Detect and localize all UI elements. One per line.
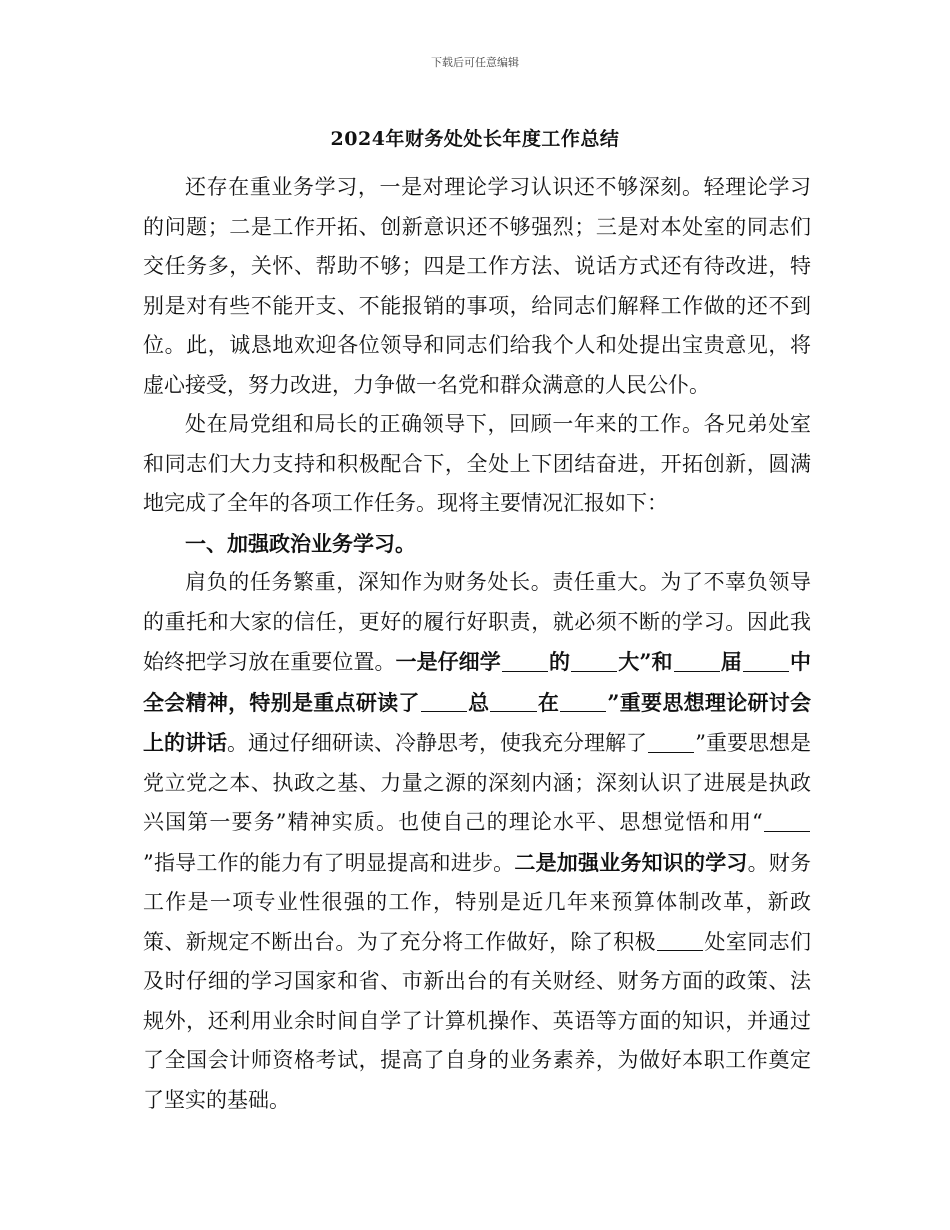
blank-line — [560, 690, 606, 712]
para3-bold-5: 中全会精神，特别是重点研读了 — [143, 649, 812, 715]
blank-line — [571, 650, 617, 672]
blank-line — [648, 731, 694, 753]
para3-bold-4: 届 — [720, 649, 742, 674]
blank-line — [502, 650, 548, 672]
para3-bold-1: 一是仔细学 — [395, 649, 501, 674]
document-title: 2024年财务处处长年度工作总结 — [330, 128, 620, 150]
para3-bold-3: 大”和 — [618, 649, 673, 674]
page-header-note: 下载后可任意编辑 — [431, 56, 519, 69]
paragraph-3 — [143, 563, 811, 1120]
blank-line — [421, 690, 467, 712]
blank-line — [743, 650, 789, 672]
para3-text-4: ”指导工作的能力有了明显提高和进步。 — [143, 850, 515, 875]
section-heading-1: 一、加强政治业务学习。 — [185, 530, 416, 556]
para3-text-5: 。财务工作是一项专业性很强的工作，特别是近几年来预算体制改革，新政策、新规定不断出台。为了充分将工作做好，除了积极 — [143, 850, 812, 954]
para3-text-3: ”重要思想是党立党之本、执政之基、力量之源的深刻内涵；深刻认识了进展是执政兴国第一要务”精神实质。也使自己的理论水平、思想觉悟和用“ — [143, 731, 811, 834]
para3-bold-7: 在 — [537, 689, 560, 715]
para3-bold-8: ”重要思想理论研讨会上的讲话 — [143, 689, 812, 755]
blank-line — [674, 650, 720, 672]
document-body — [143, 168, 811, 1120]
para3-bold-6: 总 — [467, 689, 490, 715]
blank-line — [764, 810, 810, 832]
paragraph-1: 还存在重业务学习，一是对理论学习认识还不够深刻。轻理论学习的问题；二是工作开拓、创新意识还不够强烈；三是对本处室的同志们交任务多，关怀、帮助不够；四是工作方法、说话方式还有待改进，特别是对有些不能开支、不能报销的事项，给同志们解释工作做的还不到位。此，诚恳地欢迎各位领导和同志们给我个人和处提出宝贵意见，将虚心接受，努力改进，力争做一名党和群众满意的人民公仆。 — [143, 175, 811, 397]
para3-text-1: 肩负的任务繁重，深知作为财务处长。责任重大。为了不辜负领导的重托和大家的信任，更好的履行好职责，就必须不断的学习。因此我始终把学习放在重要位置。 — [143, 570, 811, 674]
para3-bold-2: 的 — [548, 649, 571, 674]
blank-line — [490, 690, 536, 712]
para3-text-6: 处室同志们及时仔细的学习国家和省、市新出台的有关财经、财务方面的政策、法规外，还利用业余时间自学了计算机操作、英语等方面的知识，并通过了全国会计师资格考试，提高了自身的业务素养，为做好本职工作奠定了坚实的基础。 — [143, 929, 812, 1112]
paragraph-2: 处在局党组和局长的正确领导下，回顾一年来的工作。各兄弟处室和同志们大力支持和积极配合下，全处上下团结奋进，开拓创新，圆满地完成了全年的各项工作任务。现将主要情况汇报如下： — [143, 412, 811, 515]
para3-text-2: 。通过仔细研读、冷静思考，使我充分理解了 — [227, 731, 648, 755]
para3-bold-9: 二是加强业务知识的学习 — [514, 849, 748, 875]
blank-line — [657, 929, 703, 951]
